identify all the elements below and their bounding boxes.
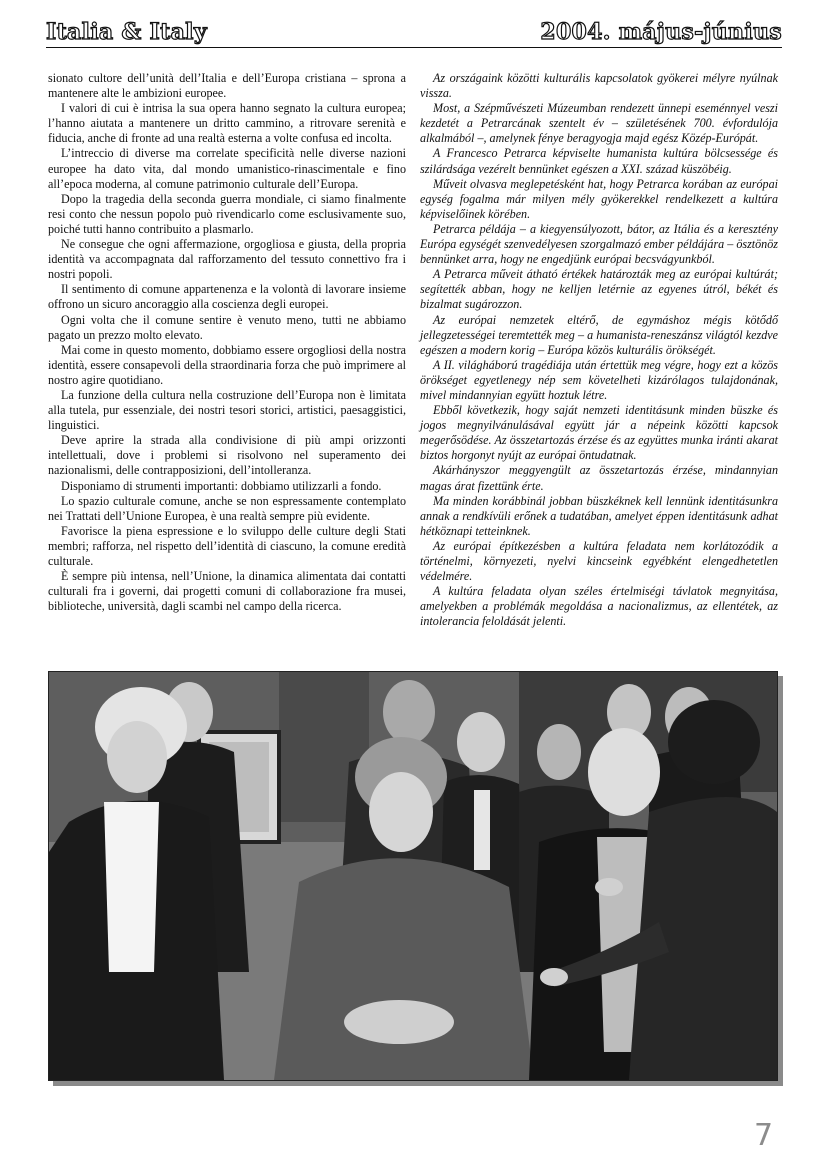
paragraph: Ebből következik, hogy saját nemzeti identitásunk minden büszke és jogos megnyilvánulásával együtt jár a népeink közötti kapcsok megerősödése. Az összetartozás érzése és az együttes munka iránti akarat biztos horgonyt nyújt az európai öntudatnak. — [420, 403, 778, 463]
header-rule — [46, 47, 782, 48]
paragraph: La funzione della cultura nella costruzione dell’Europa non è limitata alla tutela, pur essenziale, dei nostri tesori storici, artistici, paesaggistici, linguistici. — [48, 387, 406, 433]
hungarian-text-column — [420, 71, 778, 629]
group-photo — [48, 671, 778, 1081]
paragraph: Il sentimento di comune appartenenza e la volontà di lavorare insieme offrono un sicuro ancoraggio alla coscienza degli europei. — [48, 282, 406, 312]
page-header — [46, 18, 782, 48]
paragraph: sionato cultore dell’unità dell’Italia e dell’Europa cristiana – sprona a mantenere alte le ambizioni europee. — [48, 71, 406, 101]
paragraph: Deve aprire la strada alla condivisione di più ampi orizzonti intellettuali, dove i problemi si risolvono nel superamento dei nazionalismi, delle contrapposizioni, dell’intolleranza. — [48, 433, 406, 478]
paragraph: Az európai építkezésben a kultúra feladata nem korlátozódik a történelmi, környezeti, nyelvi kincseink egyébként elengedhetetlen védelmére. — [420, 538, 778, 584]
paragraph: Az európai nemzetek eltérő, de egymáshoz mégis kötődő jellegzetességei teremtették meg – a humanista-reneszánsz világtól kezdve egészen a modern korig – Európa közös kulturális örökségét. — [420, 312, 778, 357]
paragraph: I valori di cui è intrisa la sua opera hanno segnato la cultura europea; l’hanno aiutata a mantenere un dritto cammino, a ritrovare serenità e fiducia, anche di fronte ad una realtà esterna a volte confusa ed incolta. — [48, 101, 406, 146]
paragraph: A II. világháború tragédiája után értettük meg végre, hogy ezt a közös örökséget egyetlenegy nép sem követelheti kizárólagos tulajdonának, mivel mindannyian együtt hoztuk létre. — [420, 357, 778, 402]
paragraph: Petrarca példája – a kiegyensúlyozott, bátor, az Itália és a keresztény Európa egységét szenvedélyesen szorgalmazó ember példájára – ösztönöz bennünket arra, hogy ne engedjünk európai becsvágyunkból. — [420, 221, 778, 267]
paragraph: Lo spazio culturale comune, anche se non espressamente contemplato nei Trattati dell’Unione Europea, è una realtà sempre più evidente. — [48, 493, 406, 523]
paragraph: Dopo la tragedia della seconda guerra mondiale, ci siamo finalmente resi conto che nessun popolo può rivendicarlo come esclusivamente suo, poiché tutti hanno contribuito a plasmarlo. — [48, 191, 406, 236]
paragraph: Ma minden korábbinál jobban büszkéknek kell lennünk identitásunkra annak a rendkívüli erőnek a tudatában, amelyet éppen identitásunk adhat hétköznapi tetteinknek. — [420, 493, 778, 538]
magazine-title: Italia & Italy — [46, 19, 207, 45]
paragraph: Ne consegue che ogni affermazione, orgogliosa e giusta, della propria identità va accompagnata dal rafforzamento del tessuto connettivo fra i nostri popoli. — [48, 237, 406, 282]
italian-text-column — [48, 71, 406, 614]
group-photo-drawing — [49, 672, 777, 1080]
paragraph: Ogni volta che il comune sentire è venuto meno, tutti ne abbiamo pagato un prezzo molto elevato. — [48, 312, 406, 342]
page-number: 7 — [754, 1118, 774, 1153]
paragraph: Az országaink közötti kulturális kapcsolatok gyökerei mélyre nyúlnak vissza. — [420, 71, 778, 101]
paragraph: Műveit olvasva meglepetésként hat, hogy Petrarca korában az európai egység fogalma már milyen mély gyökerekkel rendelkezett a kultúra képviselőinek körében. — [420, 176, 778, 221]
paragraph: Favorisce la piena espressione e lo sviluppo delle culture degli Stati membri; rafforza, nel rispetto dell’identità di ciascuno, la comune eredità culturale. — [48, 523, 406, 568]
paragraph: Disponiamo di strumenti importanti: dobbiamo utilizzarli a fondo. — [61, 478, 382, 493]
paragraph: A Francesco Petrarca képviselte humanista kultúra bölcsessége és szilárdsága vezérelt bennünket egészen a XXI. század küszöbéig. — [420, 146, 778, 176]
issue-date: 2004. május-június — [540, 19, 782, 45]
paragraph: L’intreccio di diverse ma correlate specificità nelle diverse nazioni europee ha dato vita, dal mondo umanistico-rinascimentale e fino all’epoca moderna, al comune patrimonio culturale dell’Europa. — [48, 146, 406, 191]
paragraph: A Petrarca műveit átható értékek határozták meg az európai kultúrát; segítették abban, hogy ne kelljen letérnie az egyenes útról, békét és bizalmat sugározzon. — [420, 267, 778, 312]
paragraph: Akárhányszor meggyengült az összetartozás érzése, mindannyian magas árat fizettünk érte. — [420, 463, 778, 493]
paragraph: È sempre più intensa, nell’Unione, la dinamica alimentata dai contatti culturali fra i governi, dai progetti comuni di collaborazione fra musei, biblioteche, università, dagli scambi nel campo della ricerca. — [48, 569, 406, 614]
paragraph: Mai come in questo momento, dobbiamo essere orgogliosi della nostra identità, essere consapevoli della straordinaria forza che può imprimere al nostro agire quotidiano. — [48, 342, 406, 387]
paragraph: Most, a Szépművészeti Múzeumban rendezett ünnepi eseménnyel veszi kezdetét a Petrarcának szentelt év – születésének 700. évfordulója alkalmából –, amelynek fénye beragyogja majd egész Közép-Európát. — [420, 101, 778, 146]
paragraph: A kultúra feladata olyan széles értelmiségi távlatok megnyitása, amelyekben a problémák megoldása a nacionalizmus, az ellentétek, az intolerancia feloldását jelenti. — [420, 584, 778, 629]
